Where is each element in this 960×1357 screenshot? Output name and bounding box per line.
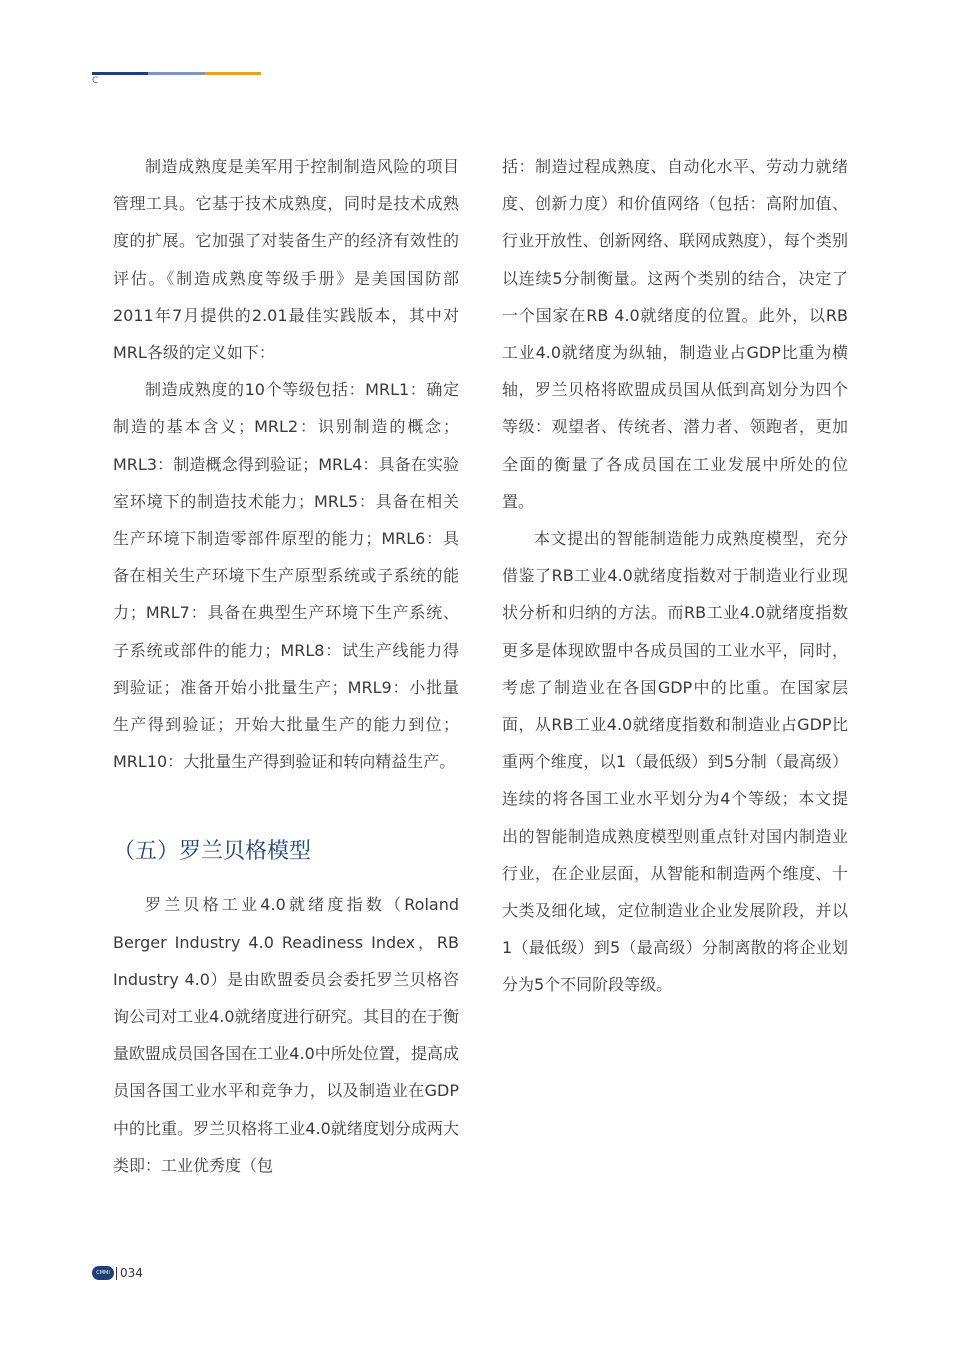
header-mark: C — [92, 76, 99, 86]
left-column — [113, 148, 459, 1184]
paragraph-mrl-intro: 制造成熟度是美军用于控制制造风险的项目管理工具。它基于技术成熟度，同时是技术成熟度的扩展。它加强了对装备生产的经济有效性的评估。《制造成熟度等级手册》是美国国防部2011年7月提供的2.01最佳实践版本，其中对MRL各级的定义如下： — [113, 157, 459, 363]
header-bar-segment-navy — [92, 72, 148, 75]
right-column — [502, 148, 848, 1004]
paragraph-mrl-levels: 制造成熟度的10个等级包括：MRL1：确定制造的基本含义；MRL2：识别制造的概念；MRL3：制造概念得到验证；MRL4：具备在实验室环境下的制造技术能力；MRL5：具备在相关生产环境下制造零部件原型的能力；MRL6：具备在相关生产环境下生产原型系统或子系统的能力；MRL7：具备在典型生产环境下生产系统、子系统或部件的能力；MRL8：试生产线能力得到验证；准备开始小批量生产；MRL9：小批量生产得到验证；开始大批量生产的能力到位；MRL10：大批量生产得到验证和转向精益生产。 — [113, 380, 459, 772]
page-number: 034 — [120, 1266, 143, 1280]
paragraph-continuation: 括：制造过程成熟度、自动化水平、劳动力就绪度、创新力度）和价值网络（包括：高附加值、行业开放性、创新网络、联网成熟度），每个类别以连续5分制衡量。这两个类别的结合，决定了一个国家在RB 4.0就绪度的位置。此外，以RB工业4.0就绪度为纵轴，制造业占GDP比重为横轴，罗兰贝格将欧盟成员国从低到高划分为四个等级：观望者、传统者、潜力者、领跑者，更加全面的衡量了各成员国在工业发展中所处的位置。 — [502, 157, 848, 511]
header-color-bar — [92, 72, 261, 75]
page-separator — [116, 1267, 117, 1280]
footer — [92, 1266, 143, 1280]
paragraph-model-summary: 本文提出的智能制造能力成熟度模型，充分借鉴了RB工业4.0就绪度指数对于制造业行业现状分析和归纳的方法。而RB工业4.0就绪度指数更多是体现欧盟中各成员国的工业水平，同时，考虑了制造业在各国GDP中的比重。在国家层面，从RB工业4.0就绪度指数和制造业占GDP比重两个维度，以1（最低级）到5分制（最高级）连续的将各国工业水平划分为4个等级；本文提出的智能制造成熟度模型则重点针对国内制造业行业，在企业层面，从智能和制造两个维度、十大类及细化域，定位制造业企业发展阶段，并以1（最低级）到5（最高级）分制离散的将企业划分为5个不同阶段等级。 — [502, 529, 848, 995]
paragraph-roland-berger: 罗兰贝格工业4.0就绪度指数（Roland Berger Industry 4.0 Readiness Index，RB Industry 4.0）是由欧盟委员会委托罗兰贝格咨询公司对工业4.0就绪度进行研究。其目的在于衡量欧盟成员国各国在工业4.0中所处位置，提高成员国各国工业水平和竞争力，以及制造业在GDP中的比重。罗兰贝格将工业4.0就绪度划分成两大类即：工业优秀度（包 — [113, 895, 459, 1175]
section-title: （五）罗兰贝格模型 — [113, 839, 312, 865]
publisher-logo-icon: CMMI — [92, 1266, 114, 1280]
header-bar-segment-lightblue — [148, 72, 204, 75]
header-bar-segment-orange — [205, 72, 261, 75]
